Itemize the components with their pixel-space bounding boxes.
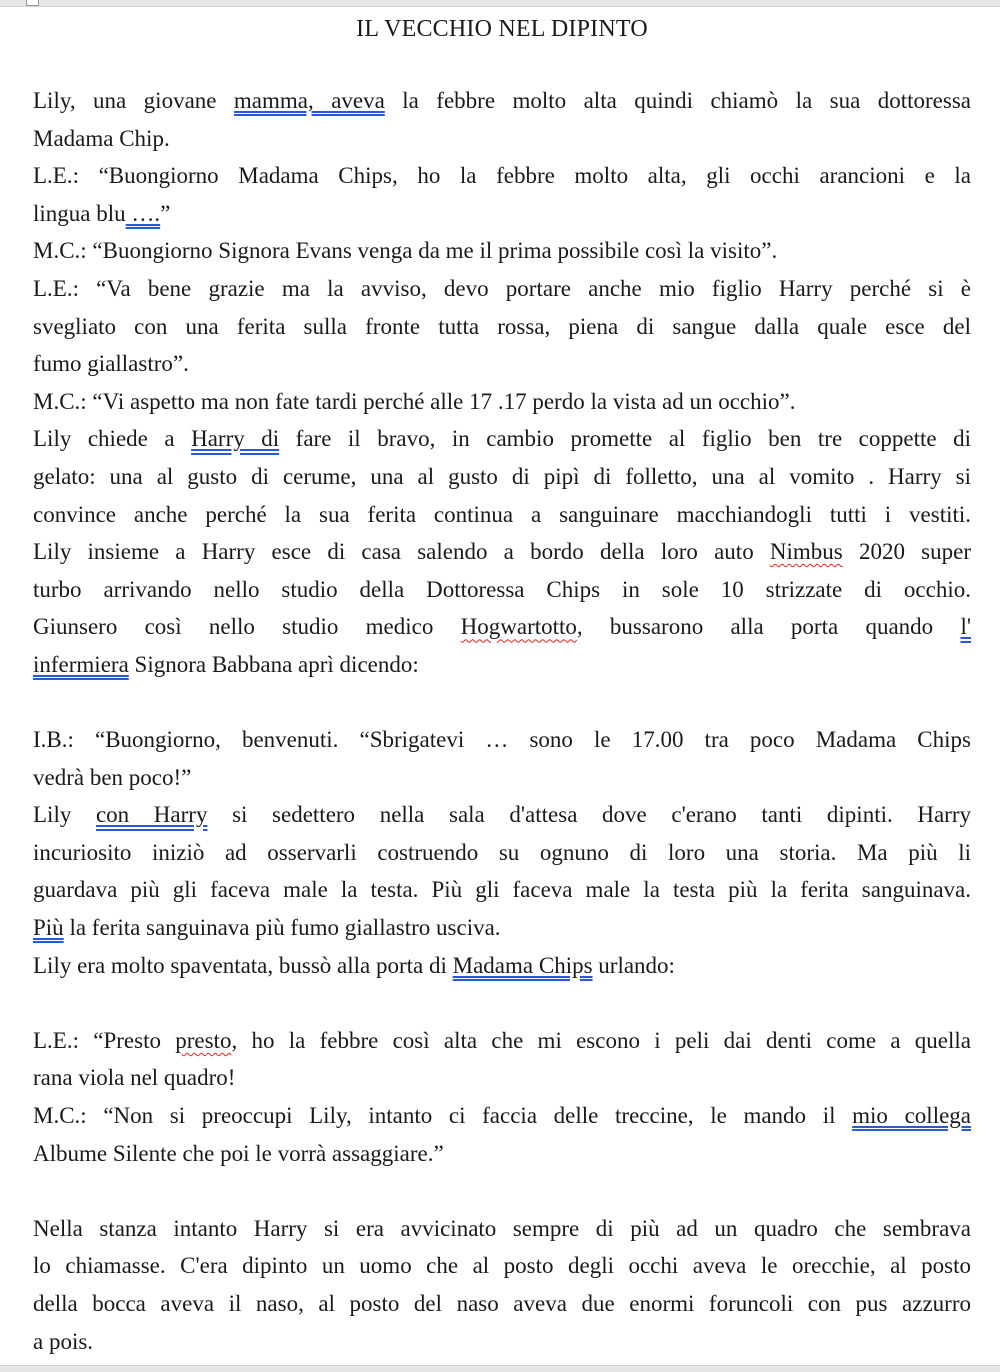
text-line [33,345,971,383]
text-line [33,1247,971,1285]
blank-line [33,984,971,1022]
text-run: convince anche perché la sua ferita continua a sanguinare macchiandogli tutti i vestiti. [33,501,971,527]
text-run: , bussarono alla porta quando [576,614,961,640]
spelling-flag[interactable]: Hogwartotto [460,614,577,640]
text-run: Albume Silente che poi le vorrà assaggiare.” [33,1140,444,1166]
document-body[interactable] [33,82,971,1360]
document-title: IL VECCHIO NEL DIPINTO [356,16,648,42]
text-line [33,871,971,909]
text-run: Giunsero così nello studio medico [33,614,461,640]
text-run: M.C.: “Vi aspetto ma non fate tardi perché alle 17 .17 perdo la vista ad un occhio”. [33,388,796,414]
text-line [33,1210,971,1248]
grammar-flag[interactable]: l' [960,614,971,640]
text-run: rana viola nel quadro! [33,1065,236,1091]
text-line [33,834,971,872]
text-run: Madama Chip. [33,125,170,151]
grammar-flag[interactable]: infermiera [33,651,129,677]
text-run: I.B.: “Buongiorno, benvenuti. “Sbrigatevi … sono le 17.00 tra poco Madama Chips [33,727,971,753]
document-bottom-edge [0,1365,1000,1372]
text-run: urlando: [592,952,675,978]
text-run: si sedettero nella sala d'attesa dove c'erano tanti dipinti. Harry [207,802,971,828]
text-run: Nella stanza intanto Harry si era avvicinato sempre di più ad un quadro che sembrava [33,1215,971,1241]
grammar-flag[interactable]: …. [125,200,161,226]
text-line [33,420,971,458]
text-run: svegliato con una ferita sulla fronte tutta rossa, piena di sangue dalla quale esce del [33,313,971,339]
grammar-flag[interactable]: mio collega [852,1103,971,1129]
text-run: Lily insieme a Harry esce di casa salendo a bordo della loro auto [33,539,770,565]
grammar-flag[interactable]: Harry di [191,426,280,452]
text-run: lo chiamasse. C'era dipinto un uomo che al posto degli occhi aveva le orecchie, al posto [33,1253,971,1279]
text-run: Lily era molto spaventata, bussò alla porta di [33,952,453,978]
text-line [33,947,971,985]
document-top-edge [0,0,1000,7]
text-run: lingua blu [33,200,126,226]
text-line [33,1022,971,1060]
text-run: Lily chiede a [33,426,192,452]
text-run: gelato: una al gusto di cerume, una al gusto di pipì di folletto, una al vomito . Harry si [33,463,971,489]
grammar-flag[interactable]: mamma, aveva [233,88,385,113]
text-run: incuriosito iniziò ad osservarli costruendo su ognuno di loro una storia. Ma più li [33,839,971,865]
text-line [33,120,971,158]
text-run: Signora Babbana aprì dicendo: [128,651,419,677]
text-run: , ho la febbre così alta che mi escono i peli dai denti come a quella [231,1027,971,1053]
text-line [33,195,971,233]
spelling-flag[interactable]: presto [175,1027,232,1053]
text-run: ” [160,200,171,226]
text-run: fumo giallastro”. [33,351,189,377]
document-page[interactable] [33,12,971,1360]
text-line [33,721,971,759]
grammar-flag[interactable]: Madama Chips [452,952,593,978]
text-line [33,1135,971,1173]
page-corner-marker [26,0,39,6]
text-line [33,1323,971,1361]
text-line [33,909,971,947]
text-run: L.E.: “Buongiorno Madama Chips, ho la febbre molto alta, gli occhi arancioni e la [33,163,971,189]
text-line [33,1059,971,1097]
text-run: a pois. [33,1328,94,1354]
spelling-flag[interactable]: Nimbus [769,539,843,565]
text-line [33,533,971,571]
text-run: Lily [33,802,96,828]
text-line [33,82,971,120]
blank-line [33,1172,971,1210]
text-run: Lily, una giovane [33,88,234,113]
grammar-flag[interactable]: Più [33,915,64,941]
text-run: 2020 super [842,539,971,565]
grammar-flag[interactable]: con Harry [95,802,208,828]
text-line [33,1285,971,1323]
text-line [33,608,971,646]
text-run: la ferita sanguinava più fumo giallastro usciva. [63,915,501,941]
text-line [33,383,971,421]
text-line [33,496,971,534]
text-run: guardava più gli faceva male la testa. Più gli faceva male la testa più la ferita sanguinava. [33,877,971,903]
text-run: della bocca aveva il naso, al posto del naso aveva due enormi foruncoli con pus azzurro [33,1291,971,1316]
text-line [33,759,971,797]
text-run: L.E.: “Va bene grazie ma la avviso, devo portare anche mio figlio Harry perché si è [33,275,971,301]
text-run: turbo arrivando nello studio della Dottoressa Chips in sole 10 strizzate di occhio. [33,576,971,602]
text-line [33,157,971,195]
text-line [33,571,971,609]
text-run: vedrà ben poco!” [33,764,192,790]
text-line [33,458,971,496]
text-run: fare il bravo, in cambio promette al figlio ben tre coppette di [279,426,971,452]
text-line [33,308,971,346]
text-line [33,646,971,684]
blank-line [33,684,971,722]
text-run: M.C.: “Buongiorno Signora Evans venga da me il prima possibile così la visito”. [33,238,778,264]
text-line [33,232,971,270]
text-line [33,1097,971,1135]
text-line [33,796,971,834]
text-run: L.E.: “Presto [33,1027,176,1053]
text-run: M.C.: “Non si preoccupi Lily, intanto ci faccia delle treccine, le mando il [33,1103,853,1129]
text-line [33,270,971,308]
text-run: la febbre molto alta quindi chiamò la sua dottoressa [384,88,971,113]
